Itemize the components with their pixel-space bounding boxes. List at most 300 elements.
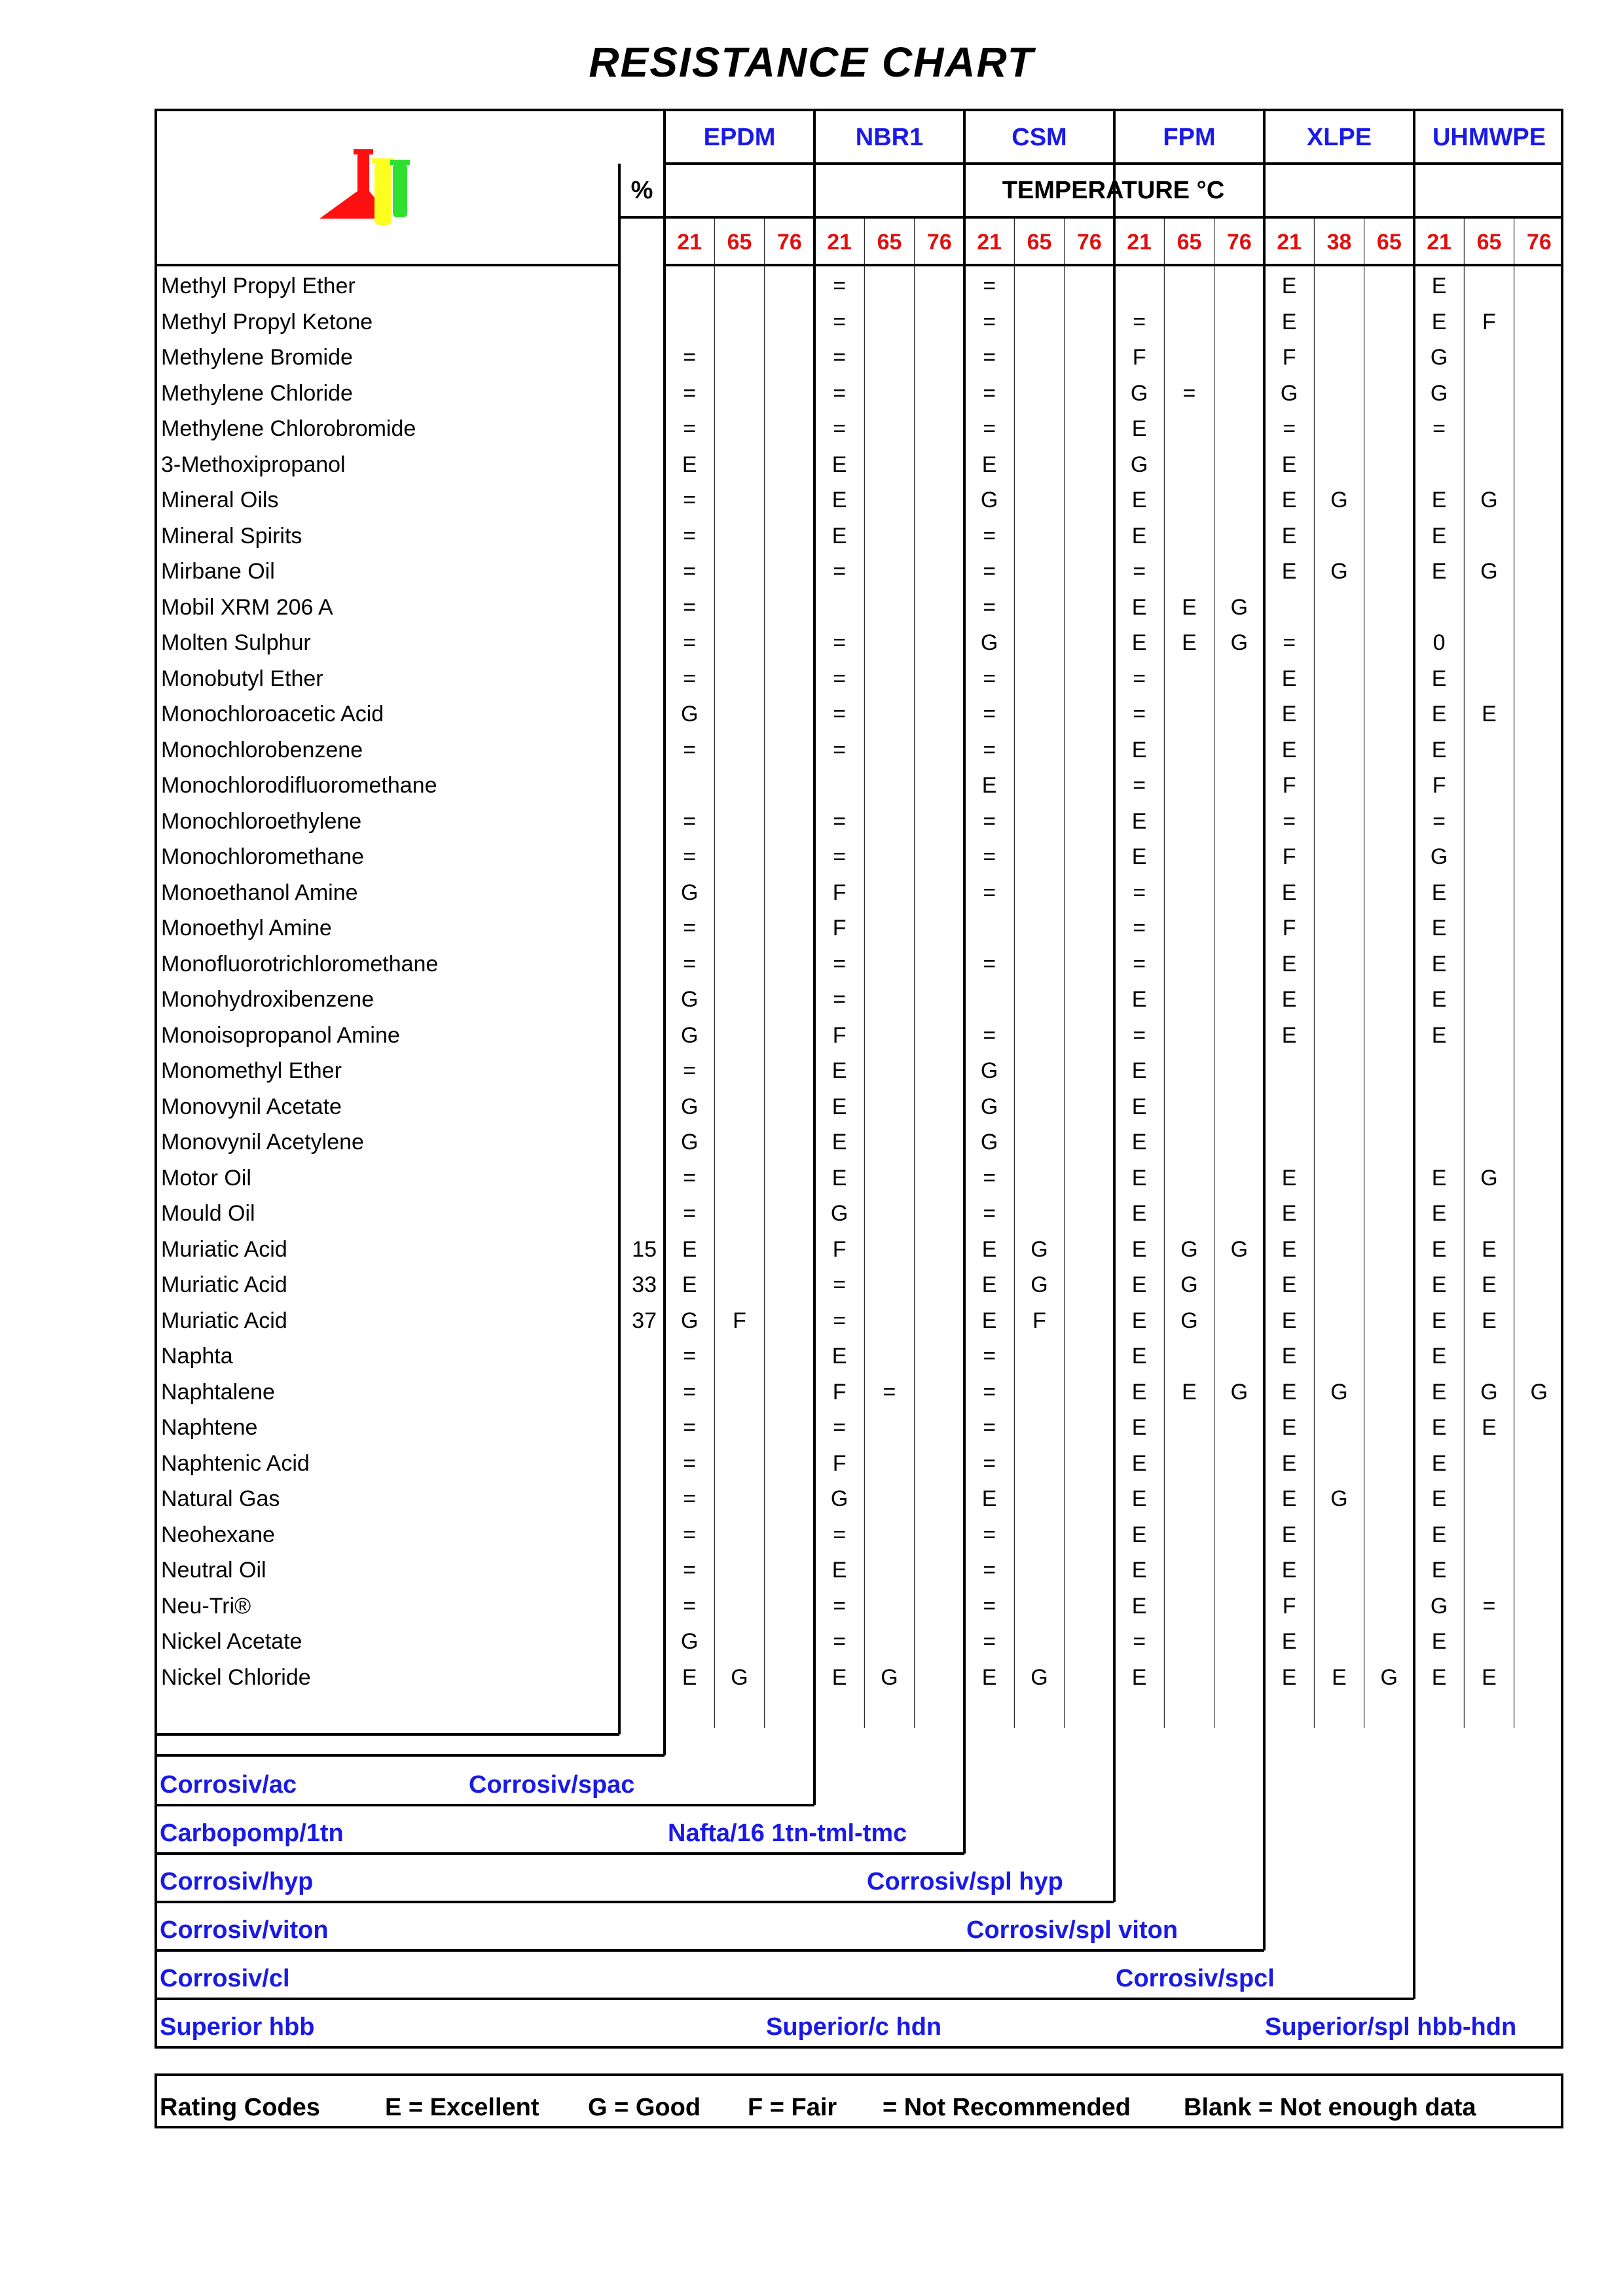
footer-right-2: Nafta/16 1tn-tml-tmc — [668, 1820, 907, 1847]
rating-cell: E — [1332, 1664, 1347, 1690]
rating-cell: = — [683, 559, 697, 584]
rating-cell — [714, 1338, 764, 1374]
rating-cell: = — [833, 987, 847, 1012]
rating-cell — [765, 1124, 814, 1160]
rating-cell — [1164, 1624, 1214, 1659]
rating-cell — [765, 1624, 814, 1659]
rating-cell — [1065, 1588, 1114, 1624]
rating-cell — [765, 1660, 814, 1695]
rating-cell — [915, 482, 964, 518]
rating-cell — [1065, 661, 1114, 696]
rating-cell — [864, 661, 914, 696]
row-name: Monochloromethane — [161, 844, 364, 869]
row-name: Naphtenic Acid — [161, 1450, 310, 1476]
rating-cell — [1514, 768, 1564, 803]
row-percent — [619, 1588, 657, 1624]
rating-cell: F — [1282, 773, 1296, 798]
rating-cell — [1164, 1089, 1214, 1124]
temperature-cell: 21 — [1277, 230, 1302, 255]
rating-cell: = — [983, 1022, 996, 1048]
rating-cell: = — [833, 951, 847, 977]
rating-cell: = — [1432, 416, 1446, 441]
rating-cell — [1364, 732, 1414, 768]
row-name: Mirbane Oil — [161, 559, 275, 584]
rating-cell: E — [1431, 1308, 1447, 1333]
rating-cell — [1514, 1303, 1564, 1338]
rating-cell — [1014, 518, 1064, 554]
row-percent: 37 — [632, 1308, 657, 1333]
row-percent — [619, 875, 657, 910]
rating-cell: G — [1030, 1272, 1048, 1297]
rating-cell: E — [1431, 488, 1447, 512]
rating-cell — [1464, 518, 1514, 554]
rating-cell: G — [1480, 559, 1498, 584]
rating-cell: G — [1380, 1664, 1398, 1690]
rating-cell: E — [1281, 951, 1297, 977]
rating-cell: E — [1281, 987, 1297, 1012]
rating-cell — [1065, 1089, 1114, 1124]
rating-cell — [864, 1410, 914, 1445]
rating-cell: = — [1182, 380, 1196, 406]
rating-cell — [714, 590, 764, 625]
temperature-cell: 76 — [1076, 230, 1102, 255]
rating-cell — [1514, 696, 1564, 732]
rating-cell — [1414, 1053, 1464, 1088]
rating-cell: E — [831, 1558, 847, 1583]
row-name: Neu-Tri® — [161, 1593, 251, 1619]
rating-cell: E — [1431, 309, 1447, 334]
row-name: Mineral Spirits — [161, 523, 302, 548]
rating-cell — [1314, 1338, 1364, 1374]
rating-cell — [1014, 946, 1064, 982]
rating-cell — [1364, 1481, 1414, 1516]
row-name: Monovynil Acetate — [161, 1094, 342, 1119]
row-name: Natural Gas — [161, 1486, 280, 1511]
rating-cell: E — [831, 1058, 847, 1083]
rating-cell — [1214, 696, 1264, 732]
rating-cell: = — [983, 1379, 996, 1405]
rating-cell — [1014, 1338, 1064, 1374]
row-name: Monobutyl Ether — [161, 666, 323, 691]
rating-cell: E — [1131, 1344, 1147, 1369]
rating-cell: = — [983, 345, 996, 370]
rating-cell: E — [831, 488, 847, 512]
rating-cell — [1514, 1588, 1564, 1624]
rating-cell — [665, 304, 714, 340]
row-name: Molten Sulphur — [161, 630, 311, 655]
rating-cell — [1164, 1660, 1214, 1695]
temperature-header: TEMPERATURE °C — [1002, 177, 1225, 204]
rating-cell — [1364, 518, 1414, 554]
rating-cell: E — [831, 1165, 847, 1191]
temperature-cell: 21 — [1427, 230, 1452, 255]
rating-cell — [1364, 1588, 1414, 1624]
row-percent — [619, 1018, 657, 1053]
rating-cell: E — [1281, 1558, 1297, 1583]
rating-cell — [1464, 1018, 1514, 1053]
rating-cell: F — [1482, 309, 1496, 334]
rating-cell — [1065, 518, 1114, 554]
rating-cell — [1464, 1446, 1514, 1481]
rating-cell — [714, 946, 764, 982]
rating-cell — [864, 768, 914, 803]
rating-cell: = — [833, 1629, 847, 1654]
rating-cell: = — [983, 666, 996, 691]
rating-cell — [1514, 1517, 1564, 1552]
rating-cell: E — [1431, 1558, 1447, 1583]
rating-cell — [1464, 1338, 1514, 1374]
rating-cell: G — [1330, 559, 1348, 584]
rating-cell — [915, 554, 964, 589]
rating-cell: = — [983, 1629, 996, 1654]
rating-cell: E — [1131, 1165, 1147, 1191]
rating-cell — [864, 1446, 914, 1481]
rating-cell — [1014, 554, 1064, 589]
rating-cell — [1514, 1267, 1564, 1302]
legend-excellent: E = Excellent — [385, 2094, 539, 2121]
rating-cell — [1014, 1410, 1064, 1445]
rating-cell: E — [1131, 1379, 1147, 1405]
rating-cell: E — [1131, 416, 1147, 441]
rating-cell: = — [983, 559, 996, 584]
rating-cell — [1364, 804, 1414, 839]
rating-cell — [1014, 910, 1064, 946]
rating-cell — [1364, 1196, 1414, 1231]
row-percent — [619, 590, 657, 625]
rating-cell — [864, 946, 914, 982]
rating-cell — [1014, 1552, 1064, 1588]
rating-cell — [1364, 1552, 1414, 1588]
row-name: Neohexane — [161, 1522, 275, 1547]
rating-cell — [714, 1053, 764, 1088]
rating-cell: G — [680, 1629, 699, 1654]
rating-cell — [1364, 482, 1414, 518]
rating-cell: = — [983, 880, 996, 905]
rating-cell — [714, 982, 764, 1017]
rating-cell — [915, 1410, 964, 1445]
rating-cell — [915, 946, 964, 982]
rating-cell — [915, 1053, 964, 1088]
rating-cell: G — [1330, 1486, 1348, 1511]
rating-cell — [665, 768, 714, 803]
rating-cell: = — [683, 345, 697, 370]
rating-cell: = — [833, 1272, 847, 1297]
rating-cell — [765, 268, 814, 304]
legend-blank: Blank = Not enough data — [1184, 2094, 1476, 2121]
rating-cell: E — [1131, 1058, 1147, 1083]
rating-cell — [1314, 1232, 1364, 1267]
rating-cell — [1164, 447, 1214, 482]
rating-cell: E — [1431, 523, 1447, 548]
material-header-0: EPDM — [703, 124, 776, 151]
rating-cell — [765, 1552, 814, 1588]
rating-cell — [1364, 1517, 1414, 1552]
row-name: Neutral Oil — [161, 1558, 266, 1583]
row-name: Methyl Propyl Ether — [161, 274, 356, 298]
rating-cell: E — [831, 1664, 847, 1690]
row-percent — [619, 268, 657, 304]
rating-cell — [1464, 875, 1514, 910]
rating-cell — [765, 554, 814, 589]
rating-cell — [1164, 732, 1214, 768]
rating-cell — [1514, 376, 1564, 411]
rating-cell: E — [1281, 1308, 1297, 1333]
rating-cell — [1214, 946, 1264, 982]
rating-cell: G — [1230, 1379, 1249, 1405]
rating-cell — [1014, 411, 1064, 446]
rating-cell — [1364, 1410, 1414, 1445]
rating-cell — [1364, 411, 1414, 446]
rating-cell: F — [1132, 345, 1146, 370]
rating-cell — [864, 875, 914, 910]
material-header-2: CSM — [1012, 124, 1067, 151]
rating-cell: E — [1281, 309, 1297, 334]
rating-cell — [1014, 1089, 1064, 1124]
rating-cell: E — [1281, 1629, 1297, 1654]
rating-cell — [915, 910, 964, 946]
rating-cell: E — [1431, 702, 1447, 726]
rating-cell: F — [832, 880, 847, 905]
rating-cell — [1014, 625, 1064, 660]
rating-cell — [814, 768, 864, 803]
rating-cell — [1314, 1624, 1364, 1659]
rating-cell: = — [683, 916, 697, 941]
rating-cell — [765, 768, 814, 803]
rating-cell: E — [1431, 1272, 1447, 1297]
rating-cell — [1464, 1624, 1514, 1659]
rating-cell — [714, 1124, 764, 1160]
temperature-cell: 21 — [827, 230, 852, 255]
rating-cell — [1464, 982, 1514, 1017]
rating-cell — [1214, 411, 1264, 446]
rating-cell: E — [981, 1664, 997, 1690]
rating-cell — [1014, 982, 1064, 1017]
rating-cell — [714, 875, 764, 910]
rating-cell: E — [1131, 1201, 1147, 1226]
rating-cell — [1314, 768, 1364, 803]
rating-cell — [1164, 1410, 1214, 1445]
rating-cell — [1514, 340, 1564, 375]
rating-cell: G — [881, 1664, 898, 1690]
rating-cell: E — [1131, 737, 1147, 762]
row-percent — [619, 340, 657, 375]
rating-cell — [1214, 1588, 1264, 1624]
rating-cell — [1214, 340, 1264, 375]
rating-cell: E — [1431, 559, 1447, 584]
rating-cell: = — [1133, 773, 1146, 798]
rating-cell: E — [1281, 1272, 1297, 1297]
rating-cell — [1464, 1552, 1514, 1588]
row-name: Muriatic Acid — [161, 1236, 287, 1262]
legend-fair: F = Fair — [748, 2094, 837, 2121]
rating-cell — [915, 625, 964, 660]
rating-cell — [864, 1160, 914, 1196]
rating-cell — [714, 839, 764, 874]
rating-cell — [1314, 1552, 1364, 1588]
rating-cell — [1065, 1160, 1114, 1196]
rating-cell — [1364, 946, 1414, 982]
rating-cell — [864, 447, 914, 482]
rating-cell — [765, 1267, 814, 1302]
rating-cell: E — [1431, 987, 1447, 1012]
rating-cell — [1514, 268, 1564, 304]
rating-cell — [864, 1552, 914, 1588]
rating-cell: F — [1282, 345, 1296, 370]
rating-cell — [1514, 661, 1564, 696]
rating-cell — [1164, 1196, 1214, 1231]
rating-cell: = — [983, 1415, 996, 1440]
rating-cell: E — [1431, 1165, 1447, 1191]
rating-cell — [765, 1338, 814, 1374]
rating-cell — [1214, 1267, 1264, 1302]
footer-left-1: Corrosiv/ac — [160, 1771, 297, 1799]
rating-cell: = — [1432, 808, 1446, 834]
rating-cell — [1065, 1232, 1114, 1267]
rating-cell — [864, 554, 914, 589]
row-name: Monoethanol Amine — [161, 880, 358, 905]
rating-cell — [1065, 1660, 1114, 1695]
rating-cell — [864, 1053, 914, 1088]
rating-cell — [1164, 1018, 1214, 1053]
rating-cell: G — [1480, 1379, 1498, 1405]
rating-cell: E — [682, 452, 697, 477]
rating-cell — [864, 1338, 914, 1374]
rating-cell — [1164, 1124, 1214, 1160]
rating-cell — [1065, 268, 1114, 304]
rating-cell: = — [833, 380, 847, 406]
rating-cell — [1364, 839, 1414, 874]
rating-cell — [1214, 1481, 1264, 1516]
row-percent — [619, 1481, 657, 1516]
rating-cell — [1464, 1196, 1514, 1231]
rating-cell — [1014, 1124, 1064, 1160]
rating-cell — [1314, 1018, 1364, 1053]
rating-cell: F — [832, 1236, 847, 1262]
rating-cell — [714, 1588, 764, 1624]
rating-cell: G — [1430, 1593, 1448, 1619]
rating-cell — [1314, 625, 1364, 660]
temperature-cell: 21 — [1127, 230, 1152, 255]
rating-cell: = — [1283, 808, 1296, 834]
row-percent — [619, 661, 657, 696]
rating-cell — [1065, 1410, 1114, 1445]
rating-cell: E — [1431, 951, 1447, 977]
row-name: Methylene Chlorobromide — [161, 416, 416, 441]
rating-cell — [1514, 1338, 1564, 1374]
row-name: Mould Oil — [161, 1201, 255, 1226]
rating-cell — [1464, 1481, 1514, 1516]
rating-cell — [1364, 1267, 1414, 1302]
rating-cell — [714, 661, 764, 696]
rating-cell — [864, 1124, 914, 1160]
rating-cell — [765, 1018, 814, 1053]
rating-cell: E — [1431, 1664, 1447, 1690]
row-name: Nickel Acetate — [161, 1629, 302, 1654]
rating-cell: E — [1131, 1486, 1147, 1511]
rating-cell: G — [1530, 1379, 1548, 1405]
rating-cell: E — [1131, 1558, 1147, 1583]
rating-cell — [1014, 661, 1064, 696]
rating-cell — [1164, 304, 1214, 340]
rating-cell: E — [1281, 559, 1297, 584]
rating-cell: E — [831, 452, 847, 477]
row-percent — [619, 376, 657, 411]
rating-cell — [1364, 910, 1414, 946]
rating-cell — [864, 910, 914, 946]
rating-cell — [765, 1446, 814, 1481]
rating-cell: G — [1280, 380, 1298, 406]
rating-cell: E — [1131, 1593, 1147, 1619]
rating-cell: G — [980, 630, 998, 655]
rating-cell: E — [1281, 274, 1297, 298]
rating-cell — [1314, 1124, 1364, 1160]
row-percent — [619, 625, 657, 660]
rating-cell — [1314, 518, 1364, 554]
rating-cell — [1014, 447, 1064, 482]
rating-cell — [1514, 304, 1564, 340]
row-name: Naphtalene — [161, 1379, 275, 1405]
rating-cell — [1314, 376, 1364, 411]
rating-cell — [1364, 1160, 1414, 1196]
rating-cell — [1514, 1018, 1564, 1053]
rating-cell: G — [680, 1022, 699, 1048]
rating-cell: G — [980, 1130, 998, 1155]
rating-cell — [1364, 661, 1414, 696]
footer-last-right: Superior/spl hbb-hdn — [1265, 2013, 1517, 2041]
rating-cell — [1364, 768, 1414, 803]
rating-cell — [864, 1267, 914, 1302]
rating-cell: = — [1133, 309, 1146, 334]
rating-cell: = — [683, 1201, 697, 1226]
rating-cell — [714, 910, 764, 946]
rating-cell — [1214, 518, 1264, 554]
rating-cell: E — [1182, 630, 1197, 655]
rating-cell — [915, 768, 964, 803]
rating-cell — [1514, 1053, 1564, 1088]
row-percent — [619, 1053, 657, 1088]
rating-cell — [1014, 376, 1064, 411]
rating-cell: E — [1431, 1450, 1447, 1476]
rating-cell: E — [1431, 666, 1447, 691]
row-name: 3-Methoxipropanol — [161, 452, 346, 477]
rating-cell — [1314, 1446, 1364, 1481]
rating-cell — [1214, 1124, 1264, 1160]
rating-cell: = — [683, 380, 697, 406]
rating-cell — [1514, 982, 1564, 1017]
rating-cell: = — [833, 1308, 847, 1333]
rating-cell — [1214, 910, 1264, 946]
rating-cell — [1464, 1124, 1514, 1160]
rating-cell: = — [983, 309, 996, 334]
rating-cell — [1065, 1267, 1114, 1302]
rating-cell: E — [981, 1236, 997, 1262]
rating-cell — [1164, 804, 1214, 839]
percent-header: % — [630, 177, 653, 204]
rating-cell — [915, 1660, 964, 1695]
rating-cell — [1214, 804, 1264, 839]
rating-cell — [765, 982, 814, 1017]
rating-cell: = — [833, 702, 847, 726]
rating-cell — [864, 1196, 914, 1231]
rating-cell — [915, 1160, 964, 1196]
rating-cell — [1314, 661, 1364, 696]
rating-cell — [714, 1517, 764, 1552]
rating-cell — [1514, 1160, 1564, 1196]
rating-cell — [864, 411, 914, 446]
rating-cell: = — [683, 594, 697, 620]
rating-cell: E — [1431, 1379, 1447, 1405]
rating-cell — [1364, 447, 1414, 482]
